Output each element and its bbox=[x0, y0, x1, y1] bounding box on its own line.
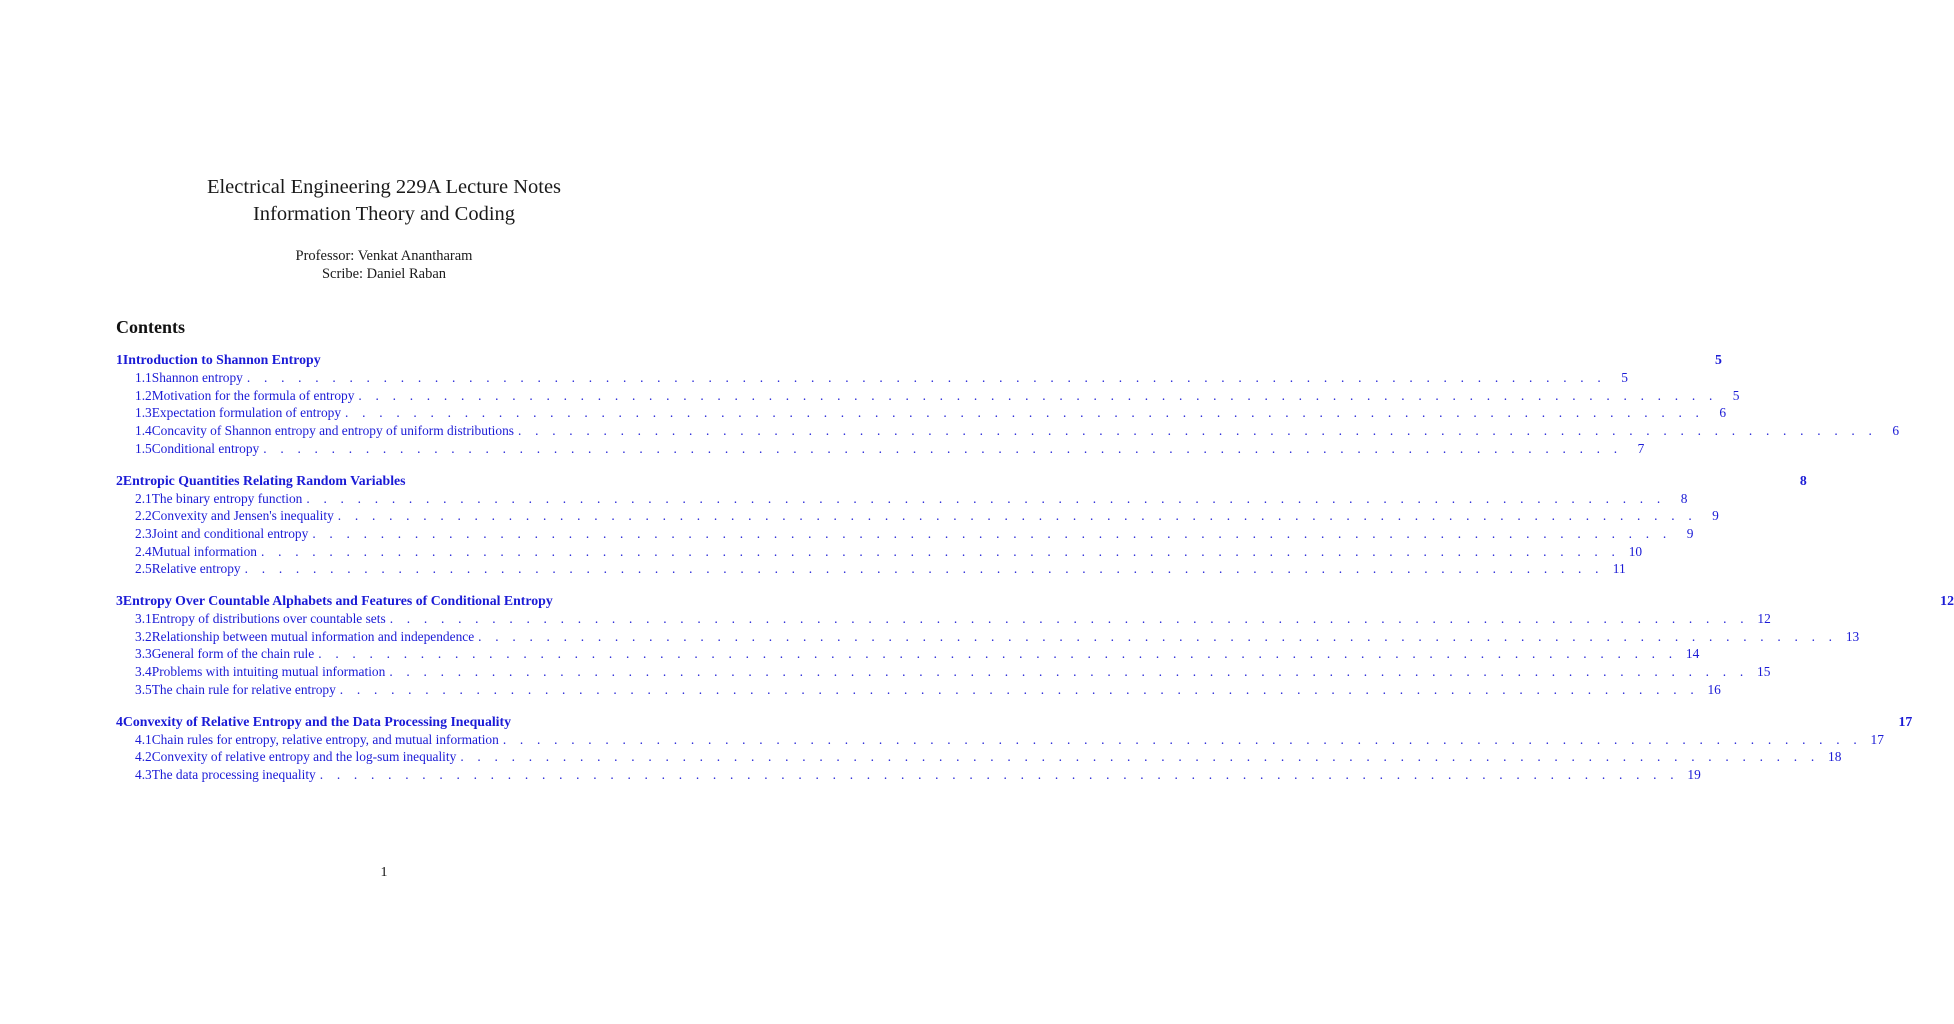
toc-page-number: 13 bbox=[1845, 628, 1860, 644]
toc-title: Entropy Over Countable Alphabets and Features of Conditional Entropy bbox=[122, 593, 553, 609]
toc-number: 1.5 bbox=[135, 440, 152, 456]
toc-page-number: 5 bbox=[1714, 352, 1722, 367]
toc-subsection-link[interactable] bbox=[116, 645, 1700, 663]
toc-leader-dots: . . . . . . . . . . . . . . . . . . . . . . . . . . . . . . . . . . . . . . . . . . . . . . . . . . . . . . . . . . . . . . . . . . . . . . . . . . . . . . . . bbox=[502, 731, 1862, 747]
toc-section bbox=[116, 591, 1954, 699]
toc-number: 1.3 bbox=[135, 405, 152, 421]
toc-section bbox=[116, 471, 1807, 579]
toc-number: 4.3 bbox=[135, 766, 152, 782]
toc-number: 4 bbox=[116, 713, 123, 729]
toc-title: Joint and conditional entropy bbox=[151, 525, 309, 541]
toc-subsection-link[interactable] bbox=[116, 490, 1688, 508]
toc-number: 3.5 bbox=[135, 681, 152, 697]
contents-heading: Contents bbox=[116, 317, 186, 337]
toc-leader-dots: . . . . . . . . . . . . . . . . . . . . . . . . . . . . . . . . . . . . . . . . . . . . . . . . . . . . . . . . . . . . . . . . . . . . . . . . . . . . . . . . bbox=[319, 766, 1679, 782]
toc-leader-dots: . . . . . . . . . . . . . . . . . . . . . . . . . . . . . . . . . . . . . . . . . . . . . . . . . . . . . . . . . . . . . . . . . . . . . . . . . . . . . . . . bbox=[460, 749, 1820, 765]
toc-subsection-link[interactable] bbox=[116, 404, 1727, 422]
toc-title: Relative entropy bbox=[151, 561, 241, 577]
toc-title: Mutual information bbox=[151, 543, 257, 559]
toc-section-link[interactable] bbox=[116, 712, 1913, 731]
toc-number: 4.1 bbox=[135, 731, 152, 747]
toc-number: 2.1 bbox=[135, 490, 152, 506]
toc-title: Relationship between mutual information and independence bbox=[151, 628, 475, 644]
toc-page-number: 15 bbox=[1757, 664, 1771, 680]
toc-page-number: 16 bbox=[1707, 681, 1721, 697]
toc-leader-dots: . . . . . . . . . . . . . . . . . . . . . . . . . . . . . . . . . . . . . . . . . . . . . . . . . . . . . . . . . . . . . . . . . . . . . . . . . . . . . . . . bbox=[358, 387, 1718, 403]
toc-title: Motivation for the formula of entropy bbox=[151, 387, 355, 403]
toc-title: The binary entropy function bbox=[151, 490, 303, 506]
toc-page-number: 7 bbox=[1637, 440, 1645, 456]
toc-number: 1.2 bbox=[135, 387, 152, 403]
toc-subsection-link[interactable] bbox=[116, 387, 1740, 405]
toc-subsection-link[interactable] bbox=[116, 422, 1900, 440]
toc-title: General form of the chain rule bbox=[151, 646, 315, 662]
toc-title: Convexity of relative entropy and the log-sum inequality bbox=[151, 749, 457, 765]
toc-subsection-link[interactable] bbox=[116, 440, 1645, 458]
toc-title: The data processing inequality bbox=[151, 766, 316, 782]
toc-number: 4.2 bbox=[135, 749, 152, 765]
toc-leader-dots: . . . . . . . . . . . . . . . . . . . . . . . . . . . . . . . . . . . . . . . . . . . . . . . . . . . . . . . . . . . . . . . . . . . . . . . . . . . . . . . . bbox=[389, 664, 1749, 680]
toc-number: 3.2 bbox=[135, 628, 152, 644]
toc-page-number: 14 bbox=[1685, 646, 1700, 662]
toc-subsection-link[interactable] bbox=[116, 369, 1628, 387]
toc-number: 1 bbox=[116, 352, 123, 367]
title-line-2: Information Theory and Coding bbox=[252, 203, 516, 225]
toc-page-number: 17 bbox=[1870, 731, 1884, 747]
toc-page-number: 9 bbox=[1686, 525, 1694, 541]
toc-page-number: 5 bbox=[1621, 370, 1628, 385]
toc-title: Expectation formulation of entropy bbox=[151, 405, 342, 421]
toc-leader-dots: . . . . . . . . . . . . . . . . . . . . . . . . . . . . . . . . . . . . . . . . . . . . . . . . . . . . . . . . . . . . . . . . . . . . . . . . . . . . . . . . bbox=[337, 508, 1697, 524]
toc-subsection-link[interactable] bbox=[116, 681, 1721, 699]
toc-leader-dots: . . . . . . . . . . . . . . . . . . . . . . . . . . . . . . . . . . . . . . . . . . . . . . . . . . . . . . . . . . . . . . . . . . . . . . . . . . . . . . . . bbox=[478, 628, 1838, 644]
toc-page-number: 18 bbox=[1828, 749, 1842, 765]
toc-leader-dots: . . . . . . . . . . . . . . . . . . . . . . . . . . . . . . . . . . . . . . . . . . . . . . . . . . . . . . . . . . . . . . . . . . . . . . . . . . . . . . . . bbox=[345, 405, 1705, 421]
toc-title: Problems with intuiting mutual information bbox=[151, 664, 386, 680]
toc-title: Entropy of distributions over countable sets bbox=[151, 611, 386, 627]
toc-page-number: 6 bbox=[1892, 423, 1900, 439]
toc-title: Concavity of Shannon entropy and entropy of uniform distributions bbox=[151, 423, 514, 439]
toc-number: 3 bbox=[116, 593, 123, 609]
toc-page-number: 12 bbox=[1757, 611, 1771, 627]
toc-number: 2.5 bbox=[135, 561, 152, 577]
toc-leader-dots: . . . . . . . . . . . . . . . . . . . . . . . . . . . . . . . . . . . . . . . . . . . . . . . . . . . . . . . . . . . . . . . . . . . . . . . . . . . . . . . . bbox=[339, 681, 1699, 697]
toc-subsection-link[interactable] bbox=[116, 628, 1860, 646]
toc-leader-dots: . . . . . . . . . . . . . . . . . . . . . . . . . . . . . . . . . . . . . . . . . . . . . . . . . . . . . . . . . . . . . . . . . . . . . . . . . . . . . . . . bbox=[244, 561, 1604, 577]
professor-line: Professor: Venkat Anantharam bbox=[295, 248, 473, 264]
toc-title: The chain rule for relative entropy bbox=[151, 681, 336, 697]
toc-title: Convexity of Relative Entropy and the Data Processing Inequality bbox=[122, 713, 512, 729]
toc-subsection-link[interactable] bbox=[116, 748, 1842, 766]
document-title bbox=[0, 174, 768, 228]
toc-page-number: 17 bbox=[1898, 713, 1913, 729]
toc-number: 1.4 bbox=[135, 423, 152, 439]
toc-subsection-link[interactable] bbox=[116, 663, 1771, 681]
toc-page-number: 5 bbox=[1732, 387, 1740, 403]
toc-number: 2 bbox=[116, 472, 123, 488]
toc-title: Conditional entropy bbox=[151, 440, 260, 456]
toc-title: Chain rules for entropy, relative entropy, and mutual information bbox=[151, 731, 499, 747]
toc-page-number: 6 bbox=[1719, 405, 1727, 421]
toc-page-number: 8 bbox=[1799, 472, 1807, 488]
toc-section-link[interactable] bbox=[116, 350, 1722, 369]
toc-title: Introduction to Shannon Entropy bbox=[122, 352, 321, 367]
toc-leader-dots: . . . . . . . . . . . . . . . . . . . . . . . . . . . . . . . . . . . . . . . . . . . . . . . . . . . . . . . . . . . . . . . . . . . . . . . . . . . . . . . . bbox=[312, 525, 1672, 541]
toc-subsection-link[interactable] bbox=[116, 525, 1694, 543]
toc-section bbox=[116, 712, 1913, 784]
toc-page-number: 9 bbox=[1712, 508, 1719, 524]
toc-number: 2.3 bbox=[135, 525, 152, 541]
toc-leader-dots: . . . . . . . . . . . . . . . . . . . . . . . . . . . . . . . . . . . . . . . . . . . . . . . . . . . . . . . . . . . . . . . . . . . . . . . . . . . . . . . . bbox=[306, 490, 1666, 506]
toc-number: 2.2 bbox=[135, 508, 152, 524]
toc-subsection-link[interactable] bbox=[116, 766, 1701, 784]
toc-leader-dots: . . . . . . . . . . . . . . . . . . . . . . . . . . . . . . . . . . . . . . . . . . . . . . . . . . . . . . . . . . . . . . . . . . . . . . . . . . . . . . . . bbox=[261, 543, 1621, 559]
toc-leader-dots: . . . . . . . . . . . . . . . . . . . . . . . . . . . . . . . . . . . . . . . . . . . . . . . . . . . . . . . . . . . . . . . . . . . . . . . . . . . . . . . . bbox=[263, 440, 1623, 456]
toc-leader-dots: . . . . . . . . . . . . . . . . . . . . . . . . . . . . . . . . . . . . . . . . . . . . . . . . . . . . . . . . . . . . . . . . . . . . . . . . . . . . . . . . bbox=[246, 370, 1606, 385]
toc-leader-dots: . . . . . . . . . . . . . . . . . . . . . . . . . . . . . . . . . . . . . . . . . . . . . . . . . . . . . . . . . . . . . . . . . . . . . . . . . . . . . . . . bbox=[318, 646, 1678, 662]
toc-page-number: 19 bbox=[1687, 766, 1701, 782]
toc-page-number: 12 bbox=[1940, 593, 1954, 609]
toc-subsection-link[interactable] bbox=[116, 731, 1884, 749]
page-number: 1 bbox=[380, 865, 388, 880]
toc-title: Entropic Quantities Relating Random Variables bbox=[122, 472, 406, 488]
toc-subsection-link[interactable] bbox=[116, 543, 1643, 561]
toc-title: Convexity and Jensen's inequality bbox=[151, 508, 334, 524]
toc-section-link[interactable] bbox=[116, 471, 1807, 490]
toc-leader-dots: . . . . . . . . . . . . . . . . . . . . . . . . . . . . . . . . . . . . . . . . . . . . . . . . . . . . . . . . . . . . . . . . . . . . . . . . . . . . . . . . bbox=[518, 423, 1878, 439]
toc-number: 1.1 bbox=[135, 370, 152, 385]
table-of-contents bbox=[116, 350, 1954, 797]
toc-number: 3.4 bbox=[135, 664, 152, 680]
toc-section-link[interactable] bbox=[116, 591, 1954, 610]
toc-page-number: 8 bbox=[1680, 490, 1688, 506]
toc-subsection-link[interactable] bbox=[116, 507, 1719, 525]
scribe-line: Scribe: Daniel Raban bbox=[321, 266, 446, 282]
title-line-1: Electrical Engineering 229A Lecture Notes bbox=[206, 176, 562, 198]
toc-number: 3.3 bbox=[135, 646, 152, 662]
toc-number: 2.4 bbox=[135, 543, 152, 559]
toc-page-number: 10 bbox=[1628, 543, 1643, 559]
toc-section bbox=[116, 350, 1900, 458]
toc-title: Shannon entropy bbox=[151, 370, 243, 385]
toc-page-number: 11 bbox=[1612, 561, 1626, 577]
authors-block bbox=[0, 247, 768, 283]
toc-leader-dots: . . . . . . . . . . . . . . . . . . . . . . . . . . . . . . . . . . . . . . . . . . . . . . . . . . . . . . . . . . . . . . . . . . . . . . . . . . . . . . . . bbox=[389, 611, 1749, 627]
toc-subsection-link[interactable] bbox=[116, 610, 1771, 628]
toc-subsection-link[interactable] bbox=[116, 560, 1626, 578]
toc-number: 3.1 bbox=[135, 611, 152, 627]
